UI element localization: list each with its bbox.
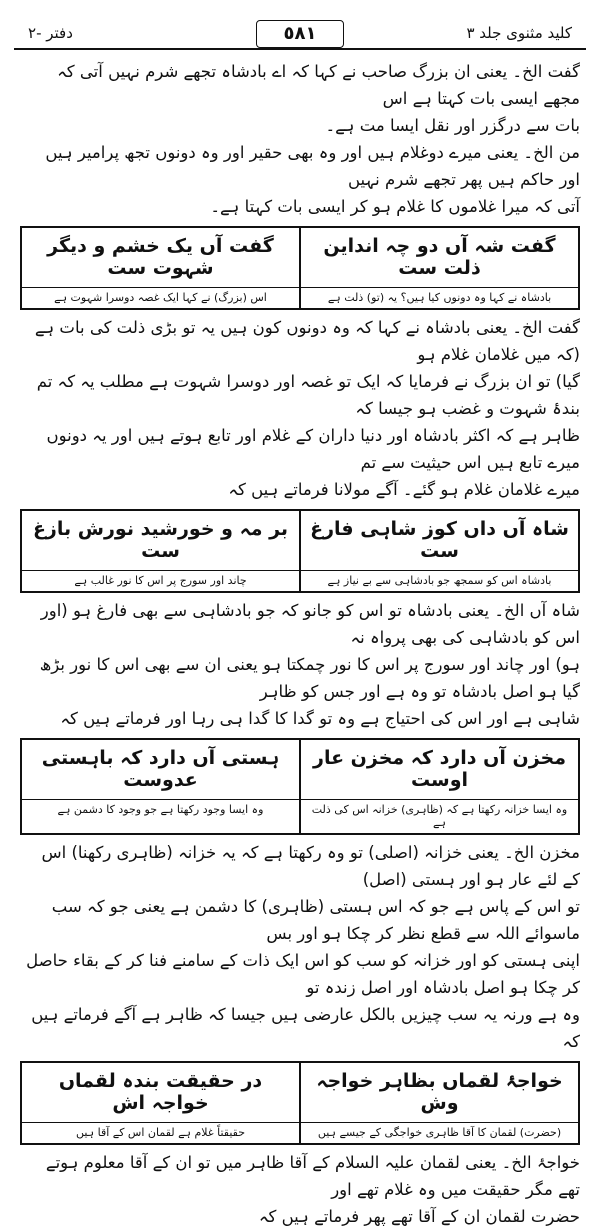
verse-left-hemistich [22,1063,299,1143]
persian-verse-text: مخزن آں دارد کہ مخزن عار اوست [301,740,578,800]
urdu-translation-text: (حضرت) لقمان کا آقا ظاہری خواجگی کے جیسے ہیں [317,1126,562,1139]
verse-right-hemistich [299,228,578,308]
verse-right-hemistich [299,740,578,833]
urdu-translation-text: اس (بزرگ) نے کہا ایک غصہ دوسرا شہوت ہے [54,291,267,304]
verse-box [20,509,580,593]
commentary-line: تو اس کے پاس ہے جو کہ اس ہستی (ظاہری) کا دشمن ہے یعنی جو کہ سب ماسوائے اللہ سے قطع نظر کر چکا ہو اور بس [51,897,580,943]
book-title: کلید مثنوی جلد ٣ [466,24,572,42]
verse-box [20,738,580,835]
commentary-line: ظاہر ہے کہ اکثر بادشاہ اور دنیا داران کے غلام اور تابع ہوتے ہیں اور یہ دونوں میرے تابع ہیں اس حیثیت سے تم [46,426,580,472]
urdu-translation-text: بادشاہ اس کو سمجھ جو بادشاہی سے بے نیاز ہے [327,574,552,587]
persian-verse-text: ہستی آں دارد کہ باہستی عدوست [22,740,299,800]
commentary-line: گفت الخ۔ یعنی ان بزرگ صاحب نے کہا کہ اے بادشاہ تجھے شرم نہیں آتی کہ مجھے ایسی بات کہتا ہے اس [57,62,580,108]
persian-verse-text: بر مہ و خورشید نورش بازغ ست [22,511,299,571]
persian-verse-text: شاہ آں داں کوز شاہی فارغ ست [301,511,578,571]
commentary-line: اپنی ہستی کو اور خزانہ کو سب کو اس ایک ذات کے سامنے فنا کر کے بقاء حاصل کر چکا ہو اصل بادشاہ اور اصل زندہ تو [26,951,580,997]
urdu-translation-text: چاند اور سورج پر اس کا نور غالب ہے [74,574,247,587]
persian-verse-text: گفت آں یک خشم و دیگر شہوت ست [22,228,299,288]
page-header [14,14,586,52]
volume-section-label: دفتر -٢ [28,24,73,42]
header-divider [14,48,586,50]
commentary-line: حضرت لقمان ان کے آقا تھے پھر فرماتے ہیں کہ [258,1207,580,1226]
commentary-line: خواجۂ الخ۔ یعنی لقمان علیہ السلام کے آقا ظاہر میں تو ان کے آقا معلوم ہوتے تھے مگر حقیقت میں وہ غلام تھے اور [45,1153,580,1199]
page-body [20,58,580,1230]
commentary-line: گیا) تو ان بزرگ نے فرمایا کہ ایک تو غصہ اور دوسرا شہوت ہے مطلب یہ کہ تم بندۂ شہوت و غضب ہو جیسا کہ [36,372,580,418]
commentary-line: وہ ہے ورنہ یہ سب چیزیں بالکل عارضی ہیں جیسا کہ ظاہر ہے آگے فرماتے ہیں کہ [31,1005,580,1051]
verse-left-hemistich [22,228,299,308]
urdu-translation-text: حقیقتاً غلام ہے لقمان اس کے آقا ہیں [75,1126,246,1139]
verse-right-hemistich [299,1063,578,1143]
verse-left-hemistich [22,740,299,833]
verse-box [20,1061,580,1145]
urdu-translation-text: بادشاہ نے کہا وہ دونوں کیا ہیں؟ یہ (تو) ذلت ہے [327,291,552,304]
urdu-translation-text: وہ ایسا خزانہ رکھتا ہے کہ (ظاہری) خزانہ اس کی ذلت ہے [311,803,568,829]
verse-right-hemistich [299,511,578,591]
urdu-translation-text: وہ ایسا وجود رکھتا ہے جو وجود کا دشمن ہے [57,803,264,816]
commentary-line: گفت الخ۔ یعنی بادشاہ نے کہا کہ وہ دونوں کون ہیں یہ تو بڑی ذلت کی بات ہے (کہ میں غلامان غلام ہو [34,318,580,364]
page-number: ٥٨١ [256,20,344,48]
commentary-line: شاہی ہے اور اس کی احتیاج ہے وہ تو گدا کا گدا ہی رہا اور فرماتے ہیں کہ [60,709,580,728]
persian-verse-text: گفت شہ آں دو چہ انداین ذلت ست [301,228,578,288]
verse-left-hemistich [22,511,299,591]
commentary-line: آتی کہ میرا غلاموں کا غلام ہو کر ایسی بات کہتا ہے۔ [210,197,580,216]
commentary-line: شاہ آں الخ۔ یعنی بادشاہ تو اس کو جانو کہ جو بادشاہی سے بھی فارغ ہو (اور اس کو بادشاہی کی بھی پرواہ نہ [40,601,580,647]
commentary-line: مخزن الخ۔ یعنی خزانہ (اصلی) تو وہ رکھتا ہے کہ یہ خزانہ (ظاہری رکھنا) اس کے لئے عار ہو اور ہستی (اصل) [41,843,580,889]
commentary-line: ہو) اور چاند اور سورج پر اس کا نور چمکتا ہو یعنی ان سے بھی اس کا نور بڑھ گیا ہو اصل بادشاہ تو وہ ہے اور جس کو ظاہر [39,655,580,701]
commentary-line: من الخ۔ یعنی میرے دوغلام ہیں اور وہ بھی حقیر اور وہ دونوں تجھ پرامیر ہیں اور حاکم ہیں پھر تجھے شرم نہیں [45,143,580,189]
commentary-line: بات سے درگزر اور نقل ایسا مت ہے۔ [325,116,580,135]
persian-verse-text: در حقیقت بندہ لقماں خواجہ اش [22,1063,299,1123]
commentary-line: میرے غلامان غلام ہو گئے۔ آگے مولانا فرماتے ہیں کہ [228,480,580,499]
persian-verse-text: خواجۂ لقماں بظاہر خواجہ وش [301,1063,578,1123]
verse-box [20,226,580,310]
